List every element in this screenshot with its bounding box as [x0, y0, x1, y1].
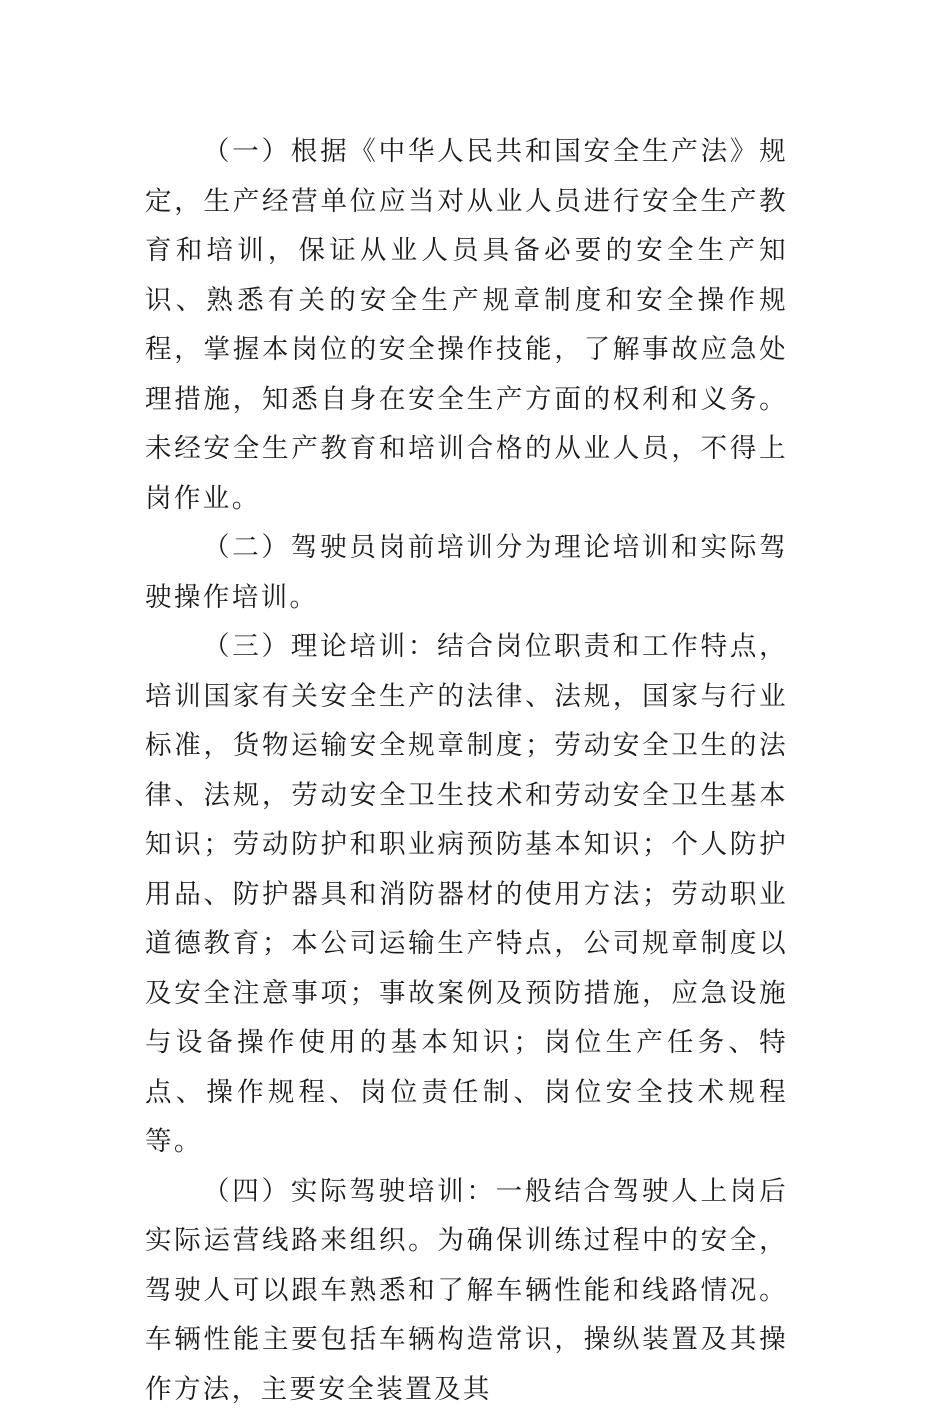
paragraph-3: （三）理论培训：结合岗位职责和工作特点，培训国家有关安全生产的法律、法规，国家与行业标准，货物运输安全规章制度；劳动安全卫生的法律、法规，劳动安全卫生技术和劳动安全卫生基本知识；劳动防护和职业病预防基本知识；个人防护用品、防护器具和消防器材的使用方法；劳动职业道德教育；本公司运输生产特点，公司规章制度以及安全注意事项；事故案例及预防措施，应急设施与设备操作使用的基本知识；岗位生产任务、特点、操作规程、岗位责任制、岗位安全技术规程等。: [145, 622, 788, 1167]
paragraph-2: （二）驾驶员岗前培训分为理论培训和实际驾驶操作培训。: [145, 523, 788, 622]
paragraph-1: （一）根据《中华人民共和国安全生产法》规定，生产经营单位应当对从业人员进行安全生产教育和培训，保证从业人员具备必要的安全生产知识、熟悉有关的安全生产规章制度和安全操作规程，掌握本岗位的安全操作技能，了解事故应急处理措施，知悉自身在安全生产方面的权利和义务。未经安全生产教育和培训合格的从业人员，不得上岗作业。: [145, 127, 788, 523]
document-body: [145, 127, 788, 1414]
paragraph-4: （四）实际驾驶培训：一般结合驾驶人上岗后实际运营线路来组织。为确保训练过程中的安全，驾驶人可以跟车熟悉和了解车辆性能和线路情况。车辆性能主要包括车辆构造常识，操纵装置及其操作方法，主要安全装置及其: [145, 1167, 788, 1414]
